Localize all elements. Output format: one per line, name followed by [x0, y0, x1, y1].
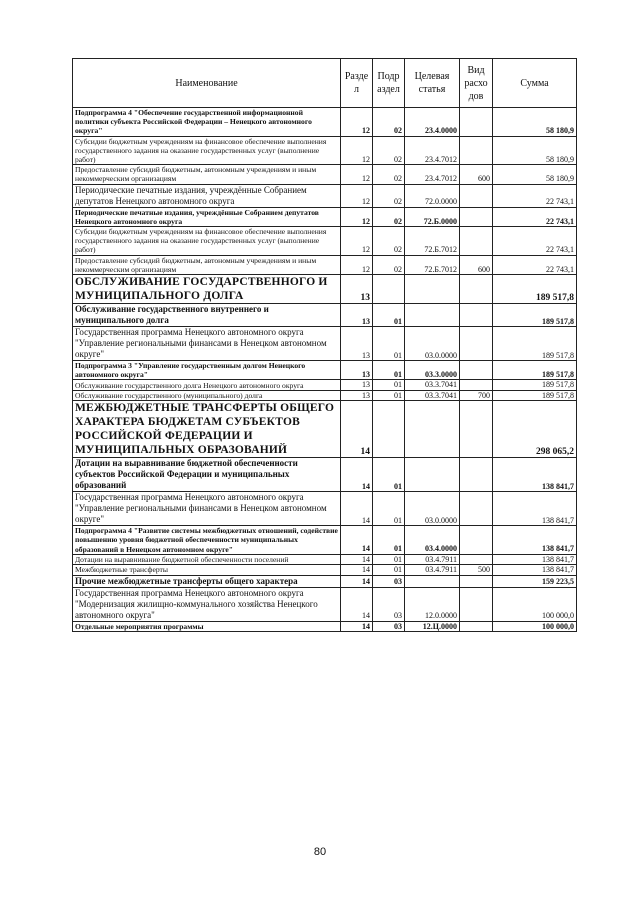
row-name-cell: Подпрограмма 4 "Развитие системы межбюджетных отношений, содействие повышению уровня бюджетной обеспеченности муниципальных образований в Ненецком автономном округе" [73, 526, 341, 555]
row-name-cell: Периодические печатные издания, учреждённые Собранием депутатов Ненецкого автономного округа [73, 207, 341, 226]
row-razdel-cell: 14 [341, 458, 373, 492]
table-row [73, 304, 577, 327]
row-name-cell: Прочие межбюджетные трансферты общего характера [73, 575, 341, 587]
budget-table [72, 58, 577, 632]
row-podrazdel-cell: 01 [373, 565, 405, 575]
row-razdel-cell: 12 [341, 165, 373, 184]
row-vid-cell [460, 575, 493, 587]
row-target-cell: 03.0.0000 [405, 327, 460, 361]
table-row [73, 361, 577, 380]
row-target-cell: 72.0.0000 [405, 184, 460, 207]
row-razdel-cell: 14 [341, 587, 373, 621]
row-name-cell: Подпрограмма 4 "Обеспечение государственной информационной политики субъекта Российской Федерации – Ненецкого автономного округа" [73, 108, 341, 137]
row-name-cell: Предоставление субсидий бюджетным, автономным учреждениям и иным некоммерческим организациям [73, 165, 341, 184]
row-target-cell: 03.4.0000 [405, 526, 460, 555]
table-row [73, 492, 577, 526]
row-razdel-cell: 12 [341, 136, 373, 165]
row-vid-cell: 600 [460, 165, 493, 184]
row-name-cell: Субсидии бюджетным учреждениям на финансовое обеспечение выполнения государственного задания на оказание государственных услуг (выполнение работ) [73, 136, 341, 165]
row-vid-cell [460, 380, 493, 390]
row-vid-cell [460, 184, 493, 207]
row-sum-cell: 189 517,8 [493, 275, 577, 304]
row-podrazdel-cell: 01 [373, 526, 405, 555]
row-razdel-cell: 13 [341, 275, 373, 304]
row-vid-cell [460, 492, 493, 526]
row-razdel-cell: 14 [341, 565, 373, 575]
row-target-cell [405, 275, 460, 304]
row-vid-cell [460, 207, 493, 226]
row-razdel-cell: 12 [341, 108, 373, 137]
header-podrazdel: Подр аздел [373, 59, 405, 108]
row-vid-cell [460, 227, 493, 256]
row-podrazdel-cell: 01 [373, 327, 405, 361]
row-vid-cell [460, 401, 493, 458]
row-name-cell: Обслуживание государственного (муниципального) долга [73, 390, 341, 400]
row-target-cell: 72.Б.7012 [405, 255, 460, 274]
row-podrazdel-cell: 02 [373, 165, 405, 184]
row-target-cell: 12.Ц.0000 [405, 621, 460, 631]
row-sum-cell: 298 065,2 [493, 401, 577, 458]
table-row [73, 380, 577, 390]
row-razdel-cell: 12 [341, 184, 373, 207]
row-target-cell: 23.4.7012 [405, 165, 460, 184]
row-razdel-cell: 13 [341, 304, 373, 327]
row-name-cell: Дотации на выравнивание бюджетной обеспеченности субъектов Российской Федерации и муниципальных образований [73, 458, 341, 492]
table-row [73, 207, 577, 226]
row-sum-cell: 189 517,8 [493, 361, 577, 380]
row-razdel-cell: 13 [341, 390, 373, 400]
row-sum-cell: 138 841,7 [493, 458, 577, 492]
row-name-cell: МЕЖБЮДЖЕТНЫЕ ТРАНСФЕРТЫ ОБЩЕГО ХАРАКТЕРА БЮДЖЕТАМ СУБЪЕКТОВ РОССИЙСКОЙ ФЕДЕРАЦИИ И МУНИЦИПАЛЬНЫХ ОБРАЗОВАНИЙ [73, 401, 341, 458]
row-target-cell: 03.3.7041 [405, 380, 460, 390]
row-name-cell: ОБСЛУЖИВАНИЕ ГОСУДАРСТВЕННОГО И МУНИЦИПАЛЬНОГО ДОЛГА [73, 275, 341, 304]
table-row [73, 184, 577, 207]
table-row [73, 621, 577, 631]
table-row [73, 587, 577, 621]
row-name-cell: Отдельные мероприятия программы [73, 621, 341, 631]
row-name-cell: Подпрограмма 3 "Управление государственным долгом Ненецкого автономного округа" [73, 361, 341, 380]
row-vid-cell [460, 526, 493, 555]
row-name-cell: Государственная программа Ненецкого автономного округа "Управление региональными финансами в Ненецком автономном округе" [73, 327, 341, 361]
row-name-cell: Периодические печатные издания, учреждённые Собранием депутатов Ненецкого автономного округа [73, 184, 341, 207]
row-razdel-cell: 13 [341, 361, 373, 380]
row-sum-cell: 100 000,0 [493, 621, 577, 631]
row-target-cell [405, 575, 460, 587]
row-name-cell: Дотации на выравнивание бюджетной обеспеченности поселений [73, 554, 341, 564]
header-sum: Сумма [493, 59, 577, 108]
row-podrazdel-cell: 02 [373, 184, 405, 207]
table-row [73, 390, 577, 400]
row-vid-cell: 600 [460, 255, 493, 274]
header-vid: Вид расхо дов [460, 59, 493, 108]
row-podrazdel-cell: 02 [373, 108, 405, 137]
row-sum-cell: 189 517,8 [493, 304, 577, 327]
row-podrazdel-cell: 03 [373, 587, 405, 621]
row-sum-cell: 189 517,8 [493, 327, 577, 361]
row-sum-cell: 138 841,7 [493, 526, 577, 555]
row-razdel-cell: 14 [341, 575, 373, 587]
table-row [73, 108, 577, 137]
row-podrazdel-cell: 01 [373, 390, 405, 400]
row-sum-cell: 22 743,1 [493, 227, 577, 256]
row-name-cell: Государственная программа Ненецкого автономного округа "Управление региональными финансами в Ненецком автономном округе" [73, 492, 341, 526]
row-razdel-cell: 14 [341, 401, 373, 458]
row-podrazdel-cell: 02 [373, 136, 405, 165]
table-row [73, 565, 577, 575]
row-sum-cell: 189 517,8 [493, 390, 577, 400]
row-vid-cell [460, 587, 493, 621]
row-razdel-cell: 12 [341, 207, 373, 226]
row-target-cell: 23.4.0000 [405, 108, 460, 137]
row-podrazdel-cell: 01 [373, 361, 405, 380]
row-podrazdel-cell: 01 [373, 458, 405, 492]
row-podrazdel-cell: 03 [373, 575, 405, 587]
table-row [73, 327, 577, 361]
row-vid-cell: 500 [460, 565, 493, 575]
row-razdel-cell: 12 [341, 255, 373, 274]
row-podrazdel-cell: 01 [373, 380, 405, 390]
row-name-cell: Обслуживание государственного долга Ненецкого автономного округа [73, 380, 341, 390]
row-razdel-cell: 13 [341, 380, 373, 390]
table-body [73, 108, 577, 632]
row-razdel-cell: 12 [341, 227, 373, 256]
row-sum-cell: 22 743,1 [493, 184, 577, 207]
row-sum-cell: 138 841,7 [493, 492, 577, 526]
row-vid-cell [460, 327, 493, 361]
row-razdel-cell: 14 [341, 526, 373, 555]
row-name-cell: Обслуживание государственного внутреннего и муниципального долга [73, 304, 341, 327]
row-target-cell [405, 401, 460, 458]
header-name: Наименование [73, 59, 341, 108]
table-header-row [73, 59, 577, 108]
row-razdel-cell: 14 [341, 554, 373, 564]
row-sum-cell: 138 841,7 [493, 565, 577, 575]
table-row [73, 227, 577, 256]
row-razdel-cell: 13 [341, 327, 373, 361]
row-sum-cell: 22 743,1 [493, 207, 577, 226]
table-row [73, 401, 577, 458]
table-row [73, 554, 577, 564]
row-sum-cell: 58 180,9 [493, 165, 577, 184]
row-podrazdel-cell [373, 401, 405, 458]
row-target-cell: 72.Б.0000 [405, 207, 460, 226]
table-row [73, 136, 577, 165]
row-name-cell: Межбюджетные трансферты [73, 565, 341, 575]
row-name-cell: Субсидии бюджетным учреждениям на финансовое обеспечение выполнения государственного задания на оказание государственных услуг (выполнение работ) [73, 227, 341, 256]
page-number: 80 [313, 846, 327, 858]
row-vid-cell: 700 [460, 390, 493, 400]
row-podrazdel-cell: 02 [373, 207, 405, 226]
row-target-cell [405, 304, 460, 327]
row-name-cell: Государственная программа Ненецкого автономного округа "Модернизация жилищно-коммунального хозяйства Ненецкого автономного округа" [73, 587, 341, 621]
table-row [73, 275, 577, 304]
row-target-cell: 03.4.7911 [405, 565, 460, 575]
row-sum-cell: 58 180,9 [493, 136, 577, 165]
row-podrazdel-cell: 01 [373, 554, 405, 564]
table-row [73, 526, 577, 555]
row-sum-cell: 138 841,7 [493, 554, 577, 564]
row-target-cell: 03.3.0000 [405, 361, 460, 380]
row-sum-cell: 159 223,5 [493, 575, 577, 587]
row-target-cell: 03.4.7911 [405, 554, 460, 564]
row-target-cell [405, 458, 460, 492]
row-name-cell: Предоставление субсидий бюджетным, автономным учреждениям и иным некоммерческим организациям [73, 255, 341, 274]
row-podrazdel-cell: 02 [373, 227, 405, 256]
row-podrazdel-cell [373, 275, 405, 304]
table-row [73, 575, 577, 587]
row-vid-cell [460, 304, 493, 327]
row-sum-cell: 100 000,0 [493, 587, 577, 621]
header-target: Целевая статья [405, 59, 460, 108]
row-razdel-cell: 14 [341, 492, 373, 526]
row-vid-cell [460, 554, 493, 564]
row-vid-cell [460, 275, 493, 304]
row-vid-cell [460, 621, 493, 631]
row-podrazdel-cell: 01 [373, 492, 405, 526]
row-vid-cell [460, 361, 493, 380]
row-target-cell: 72.Б.7012 [405, 227, 460, 256]
row-vid-cell [460, 458, 493, 492]
header-razdel: Разде л [341, 59, 373, 108]
row-podrazdel-cell: 03 [373, 621, 405, 631]
table-row [73, 255, 577, 274]
row-podrazdel-cell: 02 [373, 255, 405, 274]
row-target-cell: 23.4.7012 [405, 136, 460, 165]
table-row [73, 458, 577, 492]
row-razdel-cell: 14 [341, 621, 373, 631]
row-sum-cell: 189 517,8 [493, 380, 577, 390]
row-target-cell: 03.0.0000 [405, 492, 460, 526]
row-target-cell: 12.0.0000 [405, 587, 460, 621]
row-podrazdel-cell: 01 [373, 304, 405, 327]
row-vid-cell [460, 108, 493, 137]
table-row [73, 165, 577, 184]
row-vid-cell [460, 136, 493, 165]
row-target-cell: 03.3.7041 [405, 390, 460, 400]
row-sum-cell: 58 180,9 [493, 108, 577, 137]
row-sum-cell: 22 743,1 [493, 255, 577, 274]
